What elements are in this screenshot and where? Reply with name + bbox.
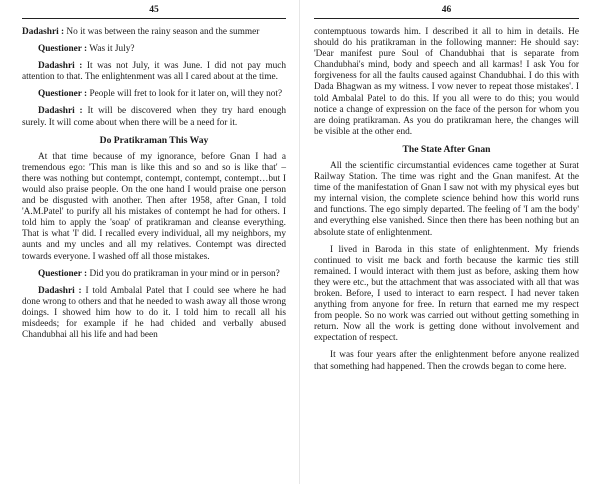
right-page (300, 0, 599, 484)
dialogue-text: No it was between the rainy season and the summer (64, 27, 260, 37)
body-paragraph: I lived in Baroda in this state of enlightenment. My friends continued to visit me back and forth because the karmic ties still remained. I would interact with them just as before, asking them how they were etc., but the attachment that was associated with all that was broken. Before, I used to interact to earn respect. I had never taken anything from anyone for free. In return that earned me my respect from people. So no work was carried out without getting something in return. Now all the work is getting done without involvement and expectation of respect. (314, 244, 579, 344)
dialogue-paragraph (22, 89, 286, 100)
dialogue-text: I told Ambalal Patel that I could see where he had done wrong to others and that he needed to wash away all those wrong doings. I showed him how to do it. I told him to recall all his misdeeds; for example if he had chided and verbally abused Chandubhai all his life and had been (22, 285, 286, 341)
section-heading: The State After Gnan (402, 143, 491, 155)
header-rule (314, 18, 579, 19)
dialogue-paragraph (22, 61, 286, 83)
header-rule (22, 18, 286, 19)
page-number: 45 (149, 5, 159, 15)
body-paragraph: It was four years after the enlightenment before anyone realized that something had happened. Then the crowds began to come here. (314, 350, 579, 372)
speaker-label: Questioner : (38, 44, 88, 55)
dialogue-paragraph (22, 286, 286, 341)
dialogue-text: It will be discovered when they try hard enough surely. It will come about when there will be a need for it. (22, 106, 286, 128)
speaker-label: Dadashri : (38, 106, 83, 117)
body-paragraph: contemptuous towards him. I described it all to him in details. He should do his pratikraman in the following manner: He should say: 'Dear manifest pure Soul of Chandubhai that is separate from Chandubhai's mind, body and speech and all karmas! I ask You for forgiveness for all the faults caused against Chandubhai. I do this with Dada Bhagwan as my witness. I vow never to repeat those mistakes'. I told Ambalal Patel to do this. If you all were to do this; you would notice a change of expression on the face of the person for whom you are doing pratikraman. As you do pratikraman here, the changes will be visible at the other end. (314, 27, 579, 137)
dialogue-paragraph (22, 27, 286, 38)
dialogue-text: Was it July? (87, 44, 135, 55)
section-heading: Do Pratikraman This Way (99, 134, 209, 146)
dialogue-text: It was not July, it was June. I did not pay much attention to that. The enlightenment was all I cared about at the time. (22, 61, 286, 83)
body-paragraph: All the scientific circumstantial evidences came together at Surat Railway Station. The time was right and the Gnan manifest. At the time of the manifestation of Gnan I saw not with my physical eyes but my internal vision, the complete science behind how this world runs and functions. The ego simply departed. The feeling of 'I am the body' and everything else vanished. Since then there has been nothing but an absolute state of enlightenment. (314, 160, 579, 238)
dialogue-text: Did you do pratikraman in your mind or in person? (87, 268, 280, 279)
dialogue-paragraph (22, 269, 286, 280)
body-paragraph: At that time because of my ignorance, before Gnan I had a tremendous ego: 'This man is like this and so and so is like that' – there was nothing but contempt, contempt, contempt, contempt…but I would also praise people. On the one hand I would praise one person and be disgusted with another. Then after 1958, after Gnan, I told 'A.M.Patel' to purify all his mistakes of contempt he had for others. I told him to apply the 'soap' of pratikraman and cleanse everything. That is what 'I' did. I recalled every individual, all my neighbors, my aunts and my uncles and all my relatives. Contempt was directed towards everyone. I washed off all those mistakes. (22, 151, 286, 262)
dialogue-paragraph (22, 44, 286, 55)
page-number: 46 (441, 5, 452, 15)
speaker-label: Dadashri : (38, 285, 82, 296)
speaker-label: Dadashri : (38, 61, 83, 72)
speaker-label: Questioner : (38, 268, 88, 279)
speaker-label: Questioner : (38, 89, 88, 100)
dialogue-text: People will fret to look for it later on, will they not? (87, 89, 283, 100)
speaker-label: Dadashri : (22, 27, 65, 37)
dialogue-paragraph (22, 106, 286, 128)
